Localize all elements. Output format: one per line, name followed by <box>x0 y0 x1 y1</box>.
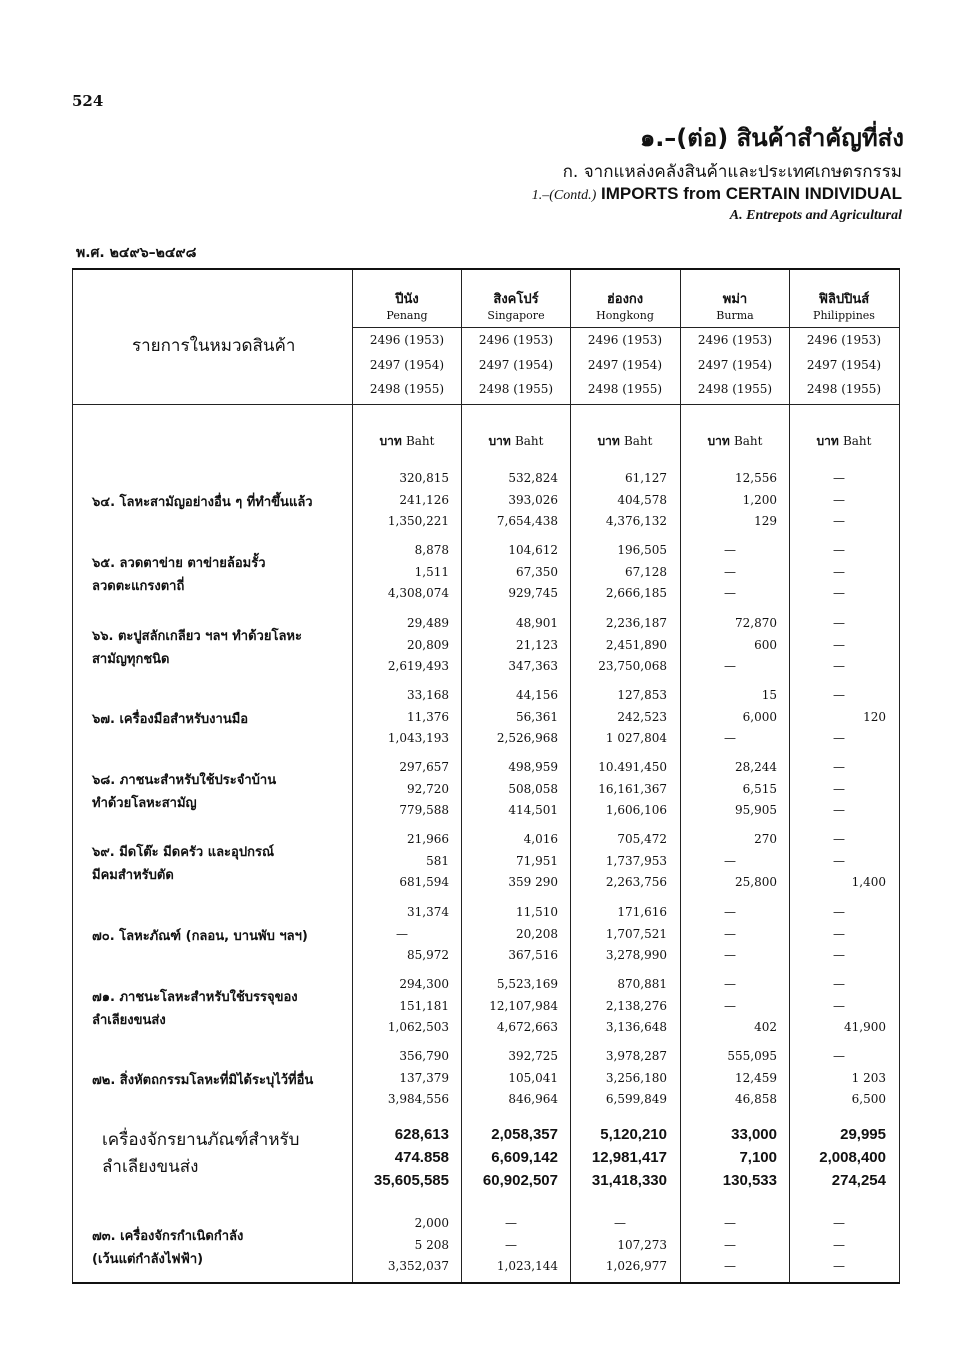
page-subtitle-english: A. Entrepots and Agricultural <box>729 208 902 223</box>
country-header <box>571 288 679 322</box>
country-header <box>462 288 570 322</box>
year-label: 2496 (1953) <box>478 333 554 347</box>
value-cell: 8,878 1,511 4,308,074 <box>387 543 449 600</box>
value-cell: 15 6,000 — <box>724 688 777 745</box>
value-cell: 297,657 92,720 779,588 <box>399 760 449 817</box>
year-labels <box>790 328 898 402</box>
value-cell: 5,523,169 12,107,984 4,672,663 <box>489 977 558 1034</box>
value-cell: 104,612 67,350 929,745 <box>508 543 558 600</box>
year-label: 2498 (1955) <box>806 382 882 396</box>
value-cell: 2,236,187 2,451,890 23,750,068 <box>598 616 667 673</box>
value-cell: 4,016 71,951 359 290 <box>508 832 558 889</box>
value-cell: — — — <box>833 1216 845 1273</box>
row-label: ๖๕. ลวดตาข่าย ตาข่ายล้อมรั้ว ลวดตะแกรงตาถี่ <box>92 556 266 594</box>
value-cell: 320,815 241,126 1,350,221 <box>387 471 449 528</box>
page-subtitle-thai: ก. จากแหล่งคลังสินค้าและประเทศเกษตรกรรม <box>562 162 902 182</box>
country-name-thai: ฮ่องกง <box>606 292 644 307</box>
value-cell: 10.491,450 16,161,367 1,606,106 <box>598 760 667 817</box>
row-label: ๗๑. ภาชนะโลหะสำหรับใช้บรรจุของ ลำเลียงขนส่ง <box>92 990 298 1028</box>
value-cell: — — 1,023,144 <box>496 1216 558 1273</box>
value-cell: — — 41,900 <box>833 977 886 1034</box>
value-cell: 11,510 20,208 367,516 <box>508 905 558 962</box>
row-label: ๗๓. เครื่องจักรกำเนิดกำลัง (เว้นแต่กำลังไฟฟ้า) <box>92 1229 244 1267</box>
value-cell: 3,978,287 3,256,180 6,599,849 <box>605 1049 667 1106</box>
value-cell: 171,616 1,707,521 3,278,990 <box>605 905 667 962</box>
value-cell: 72,870 600 — <box>724 616 777 673</box>
title-english-text: IMPORTS from CERTAIN INDIVIDUAL <box>601 184 902 203</box>
value-cell: 21,966 581 681,594 <box>399 832 449 889</box>
year-labels <box>681 328 789 402</box>
country-name-english: Hongkong <box>596 309 654 322</box>
country-name-thai: ปีนัง <box>395 292 419 307</box>
value-cell: — — — <box>724 543 736 600</box>
row-label: ๖๖. ตะปูสลักเกลียว ฯลฯ ทำด้วยโลหะ สามัญทุกชนิด <box>92 629 302 667</box>
year-label: 2497 (1954) <box>587 357 663 372</box>
year-label: 2498 (1955) <box>587 382 663 396</box>
value-cell: — — — <box>833 760 845 817</box>
value-cell: — 120 — <box>833 688 886 745</box>
value-cell: 870,881 2,138,276 3,136,648 <box>605 977 667 1034</box>
unit-label: บาท Baht <box>707 434 763 448</box>
year-label: 2498 (1955) <box>369 382 445 396</box>
value-cell: 294,300 151,181 1,062,503 <box>387 977 449 1034</box>
country-name-english: Burma <box>716 309 754 322</box>
row-label: ๖๗. เครื่องมือสำหรับงานมือ <box>92 712 249 727</box>
value-cell: 628,613 474.858 35,605,585 <box>373 1126 449 1189</box>
value-cell: 48,901 21,123 347,363 <box>508 616 558 673</box>
value-cell: 127,853 242,523 1 027,804 <box>605 688 667 745</box>
value-cell: 196,505 67,128 2,666,185 <box>605 543 667 600</box>
value-cell: 29,995 2,008,400 274,254 <box>819 1126 886 1189</box>
value-cell: 2,058,357 6,609,142 60,902,507 <box>482 1126 558 1189</box>
year-labels <box>571 328 679 402</box>
value-cell: 28,244 6,515 95,905 <box>735 760 777 817</box>
year-label: 2497 (1954) <box>697 357 773 372</box>
value-cell: — — — <box>833 471 845 528</box>
year-label: 2496 (1953) <box>369 333 445 347</box>
year-label: 2496 (1953) <box>806 333 882 347</box>
row-label: ๖๘. ภาชนะสำหรับใช้ประจำบ้าน ทำด้วยโลหะสามัญ <box>92 773 277 811</box>
column-header-item: รายการในหมวดสินค้า <box>132 336 296 356</box>
value-cell: 33,168 11,376 1,043,193 <box>387 688 449 745</box>
country-name-thai: ฟิลิปปินส์ <box>818 292 870 307</box>
unit-label: บาท Baht <box>379 434 435 448</box>
value-cell: — — — <box>833 616 845 673</box>
page-title-english <box>532 184 902 204</box>
unit-label: บาท Baht <box>597 434 653 448</box>
row-label: ๗๒. สิ่งหัตถกรรมโลหะที่มิได้ระบุไว้ที่อื่น <box>92 1073 314 1088</box>
year-label: 2498 (1955) <box>478 382 554 396</box>
country-name-thai: พม่า <box>722 292 748 307</box>
country-name-english: Penang <box>386 309 428 322</box>
value-cell: 29,489 20,809 2,619,493 <box>387 616 449 673</box>
row-label: ๗๐. โลหะภัณฑ์ (กลอน, บานพับ ฯลฯ) <box>92 929 308 944</box>
value-cell: 555,095 12,459 46,858 <box>727 1049 777 1106</box>
value-cell: 31,374 — 85,972 <box>396 905 449 962</box>
country-name-english: Singapore <box>487 309 545 322</box>
page-number: 524 <box>72 92 104 110</box>
country-header <box>790 288 898 322</box>
row-label: เครื่องจักรยานภัณฑ์สำหรับ ลำเลียงขนส่ง <box>102 1130 300 1177</box>
year-label: 2498 (1955) <box>697 382 773 396</box>
value-cell: 61,127 404,578 4,376,132 <box>605 471 667 528</box>
value-cell: 33,000 7,100 130,533 <box>722 1126 777 1189</box>
value-cell: 270 — 25,800 <box>724 832 777 889</box>
imports-table <box>72 268 900 1284</box>
value-cell: — 1 203 6,500 <box>833 1049 886 1106</box>
value-cell: — — 402 <box>724 977 777 1034</box>
value-cell: 498,959 508,058 414,501 <box>508 760 558 817</box>
country-header <box>353 288 461 322</box>
value-cell: — 107,273 1,026,977 <box>605 1216 667 1273</box>
period-label: พ.ศ. ๒๔๙๖–๒๔๙๘ <box>76 245 197 261</box>
value-cell: 12,556 1,200 129 <box>735 471 777 528</box>
year-label: 2497 (1954) <box>369 357 445 372</box>
title-prefix: 1.–(Contd.) <box>531 188 597 203</box>
page-title-thai: ๑.–(ต่อ) สินค้าสำคัญที่ส่ง <box>639 124 904 152</box>
value-cell: — — — <box>833 543 845 600</box>
unit-label: บาท Baht <box>816 434 872 448</box>
year-label: 2497 (1954) <box>478 357 554 372</box>
value-cell: 356,790 137,379 3,984,556 <box>387 1049 449 1106</box>
year-label: 2496 (1953) <box>697 333 773 347</box>
value-cell: — — — <box>724 1216 736 1273</box>
value-cell: 532,824 393,026 7,654,438 <box>496 471 558 528</box>
unit-label: บาท Baht <box>488 434 544 448</box>
value-cell: 44,156 56,361 2,526,968 <box>496 688 558 745</box>
year-label: 2497 (1954) <box>806 357 882 372</box>
country-name-english: Philippines <box>813 309 875 322</box>
value-cell: — — 1,400 <box>833 832 886 889</box>
country-header <box>681 288 789 322</box>
row-label: ๖๔. โลหะสามัญอย่างอื่น ๆ ที่ทำขึ้นแล้ว <box>92 495 313 510</box>
value-cell: — — — <box>833 905 845 962</box>
year-label: 2496 (1953) <box>587 333 663 347</box>
row-label: ๖๙. มีดโต๊ะ มีดครัว และอุปกรณ์ มีคมสำหรับตัด <box>92 845 274 883</box>
year-labels <box>353 328 461 402</box>
value-cell: — — — <box>724 905 736 962</box>
year-labels <box>462 328 570 402</box>
value-cell: 2,000 5 208 3,352,037 <box>387 1216 449 1273</box>
value-cell: 5,120,210 12,981,417 31,418,330 <box>591 1126 667 1189</box>
value-cell: 392,725 105,041 846,964 <box>508 1049 558 1106</box>
value-cell: 705,472 1,737,953 2,263,756 <box>605 832 667 889</box>
country-name-thai: สิงคโปร์ <box>493 292 539 307</box>
